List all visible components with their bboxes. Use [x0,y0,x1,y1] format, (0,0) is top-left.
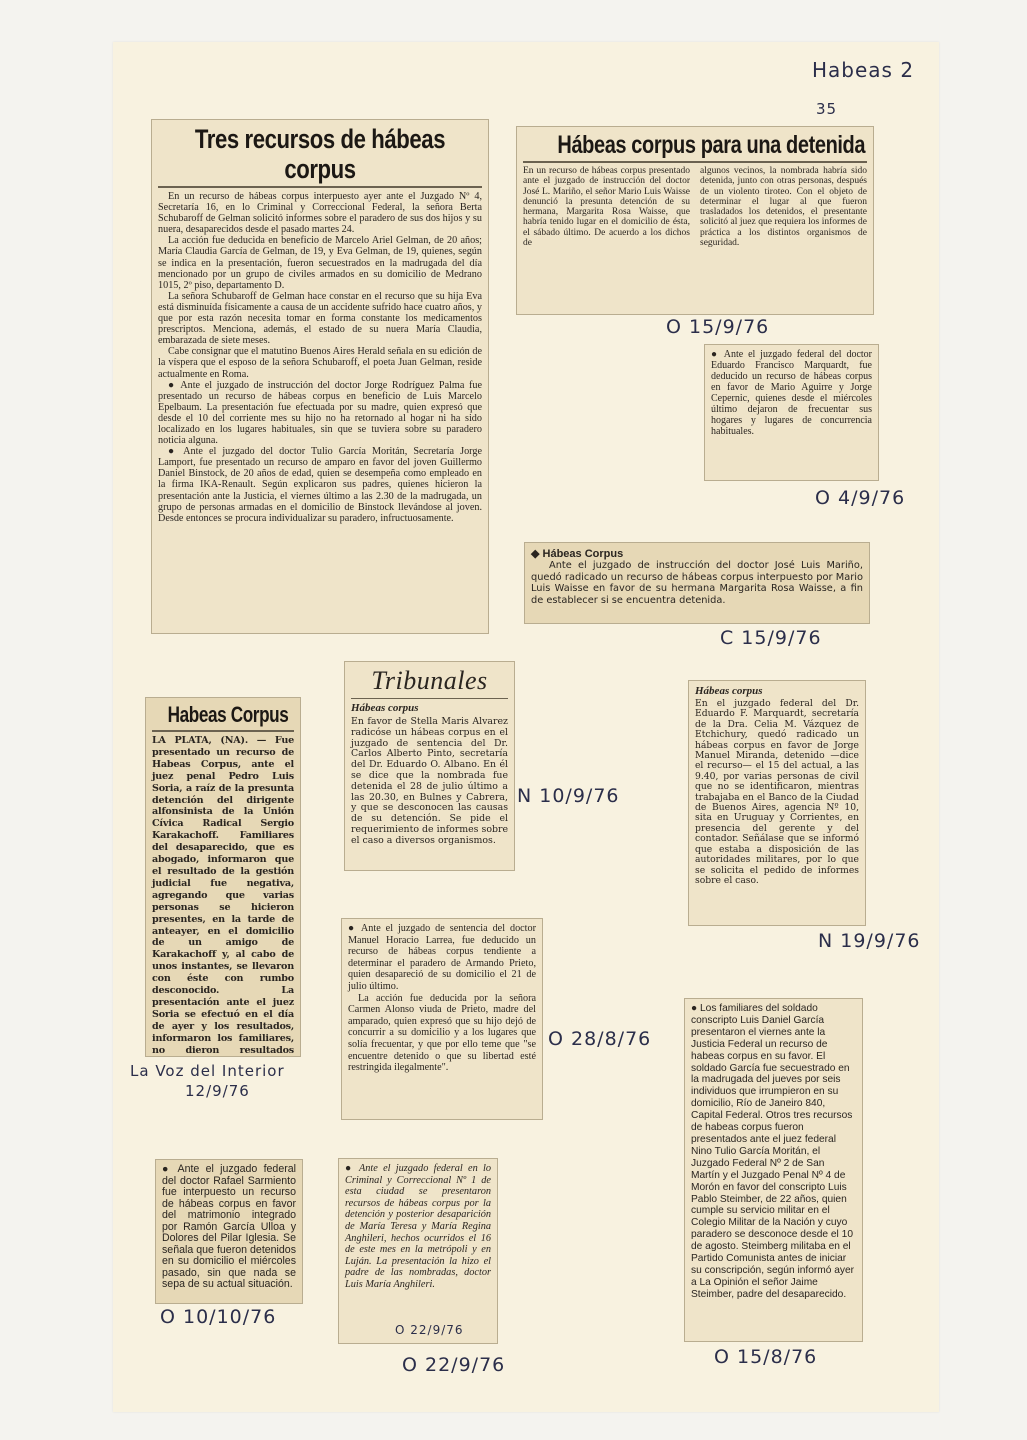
clipping-headline: ◆ Hábeas Corpus [531,548,624,560]
clipping-anghileri [338,1158,498,1344]
clipping-body: ● Ante el juzgado federal del doctor Rafael Sarmiento fue interpuesto un recurso de hábeas corpus en favor del matrimonio integrado por Ramón García Ulloa y Dolores del Pilar Iglesia. Se señala que fueron detenidos en su domicilio el miércoles pasado, sin que nada se sepa de su actual situación. [162,1163,296,1290]
clipping-body [523,166,867,248]
divider [152,730,294,732]
clipping-body: En favor de Stella Maris Alvarez radicóse un hábeas corpus en el juzgado de sentencia del Dr. Carlos Alberto Pinto, secretaría del Dr. Eduardo O. Albano. En él se dice que la nombrada fue detenida el 28 de julio último a las 20.30, en Bulnes y Cabrera, y que se desconocen las causas de su detención. Se pide el requerimiento de informes sobre el caso a diversos organismos. [351,716,508,846]
clipping-body: ● Ante el juzgado de sentencia del doctor Manuel Horacio Larrea, fue deducido un recurso de hábeas corpus tendiente a determinar el paradero de Armando Prieto, quien desapareció de su domicilio el 21 de julio último. [348,923,536,992]
clipping-larrea-prieto [341,918,543,1120]
paragraph: Cabe consignar que el matutino Buenos Aires Herald señala en su edición de la víspera que el esposo de la señora Schubaroff, el poeta Juan Gelman, reside actualmente en Roma. [158,346,482,380]
clipping-habeas-corpus-marino [524,542,870,624]
date-note: O 15/8/76 [714,1346,818,1368]
clipping-body: La acción fue deducida por la señora Carmen Alonso viuda de Prieto, madre del amparado, quien expresó que su hijo dejó de concurrir a su domicilio y a los lugares que solía frecuentar, y que por ello teme que "se encuentre detenido o que su libertad esté restringida ilegalmente". [348,992,536,1074]
date-note: N 19/9/76 [818,930,921,952]
clipping-headline: Habeas Corpus [167,702,289,727]
clipping-headline: Hábeas corpus para una detenida [557,131,866,159]
clipping-subtitle: Hábeas corpus [351,702,419,714]
clipping-body: En el juzgado federal del Dr. Eduardo F. Marquardt, secretaría de la Dra. Celia M. Vázquez de Etchichury, quedó radicado un hábeas corpus en favor de Jorge Manuel Miranda, detenido —dice el recurso— el 15 del actual, a las 9.40, por varias personas de civil que no se identificaron, mientras trabajaba en el Banco de la Ciudad de Buenos Aires, agencia Nº 10, sita en Uruguay y Corrientes, en presencia del gerente y del contador. Señálase que se informó que estaba a disposición de las autoridades militares, por lo que se solicita el pedido de informes sobre el caso. [695,698,859,886]
clipping-body: ● Ante el juzgado federal en lo Criminal y Correccional Nº 1 de esta ciudad se presentaron recursos de hábeas corpus por la detención y posterior desaparición de María Teresa y María Regina Anghileri, hechos ocurridos el 16 de este mes en la metrópoli y en Luján. La presentación la hizo el padre de las nombradas, doctor Luis María Anghileri. [345,1163,491,1290]
date-note: O 28/8/76 [548,1028,652,1050]
date-note: N 10/9/76 [517,785,620,807]
page-number-note: 35 [816,100,838,118]
paragraph: ● Ante el juzgado de instrucción del doctor Jorge Rodríguez Palma fue presentado un recurso de hábeas corpus en beneficio de Luis Marcelo Epelbaum. La presentación fue efectuada por su madre, quien expresó que desde el 10 del corriente mes su hijo no ha retornado al hogar ni ha sido localizado en los lugares habituales, sin que se tuviera sobre su paradero noticia alguna. [158,379,482,447]
paragraph: La acción fue deducida en beneficio de Marcelo Ariel Gelman, de 20 años; María Claudia García de Gelman, de 19, y Eva Gelman, de 19, quienes, según se indica en la presentación, fueron secuestrados en la madrugada del día mencionado por un grupo de civiles armados en su domicilio de Medrano 1015, 2º piso, departamento D. [158,235,482,291]
divider [351,698,508,699]
date-note: O 15/9/76 [666,316,770,338]
clipping-tres-recursos [151,119,489,634]
folder-title-note: Habeas 2 [812,58,915,82]
paragraph: ● Ante el juzgado del doctor Tulio García Moritán, Secretaría Jorge Lamport, fue presentado un recurso de amparo en favor del joven Guillermo Daniel Binstock, de 20 años de edad, quien se desempeña como empleado en la firma IKA-Renault. Según explicaron sus padres, quienes hicieron la presentación ante la Justicia, el viernes último a las 2.30 de la madrugada, un grupo de personas armadas en el domicilio de Binstock llevándose al joven. Desde entonces se procura individualizar su paradero, infructuosamente. [158,446,482,524]
date-note: O 22/9/76 [395,1323,464,1337]
divider [158,186,482,188]
clipping-body: ● Ante el juzgado federal del doctor Eduardo Francisco Marquardt, fue deducido un recurso de hábeas corpus en favor de Mario Aguirre y Jorge Cepernic, quienes desde el miércoles último dejaron de frecuentar sus hogares y lugares de concurrencia habituales. [711,349,872,437]
date-note: C 15/9/76 [720,627,822,649]
column: algunos vecinos, la nombrada habría sido detenida, junto con otras personas, después de un violento tiroteo. Con el objeto de determinar el lugar al que fueron trasladados los detenidos, el presentante solicitó al juez que requiera los informes de práctica a los distintos organismos de seguridad. [700,166,867,249]
clipping-body: ● Los familiares del soldado conscripto Luis Daniel García presentaron el viernes ante la Justicia Federal un recurso de habeas corpus en su favor. El soldado García fue secuestrado en la madrugada del jueves por seis individuos que irrumpieron en su domicilio, Río de Janeiro 840, Capital Federal. Otros tres recursos de habeas corpus fueron presentados ante el juez federal Nino Tulio García Moritán, el Juzgado Federal Nº 2 de San Martín y el Juzgado Penal Nº 4 de Morón en favor del conscripto Luis Pablo Steimber, de 22 años, quien cumple su servicio militar en el Colegio Militar de la Nación y cuyo paradero se desconoce desde el 10 de agosto. Steimberg militaba en el Partido Comunista antes de iniciar su conscripción, según informó ayer a La Opinión el señor Jaime Steimber, padre del desaparecido. [691,1003,855,1300]
paragraph: En un recurso de hábeas corpus interpuesto ayer ante el Juzgado Nº 4, Secretaría 16, en lo Criminal y Correccional Federal, la señora Berta Schubaroff de Gelman solicitó informes sobre el paradero de sus dos hijos y su nuera, desaparecidos desde el pasado martes 24. [158,191,482,236]
clipping-habeas-la-plata [145,697,301,1057]
divider [523,161,867,163]
clipping-headline: Tres recursos de hábeas corpus [194,124,446,184]
date-note: 12/9/76 [185,1082,250,1100]
clipping-body: LA PLATA, (NA). — Fue presentado un recurso de Habeas Corpus, ante el juez penal Pedro Luis Soria, a raíz de la presunta detención del dirigente alfonsinista de la Unión Cívica Radical Sergio Karakachoff. Familiares del desaparecido, que es abogado, informaron que el resultado de la gestión judicial fue negativa, agregando que varias personas se hicieron presentes, en la tarde de anteayer, en el domicilio de un amigo de Karakachoff y, al cabo de unos instantes, se llevaron con éste con rumbo desconocido. La presentación ante el juez Soria se efectuó en el día de ayer y los resultados, informaron los familiares, no dieron resultados [152,735,294,1056]
column: En un recurso de hábeas corpus presentado ante el juzgado de instrucción del doctor José L. Mariño, el señor Mario Luis Waisse denunció la presunta detención de su hermana, Margarita Rosa Waisse, que habría tenido lugar en el domicilio de ésta, el sábado último. De acuerdo a los dichos de [523,166,690,249]
clipping-body [158,191,482,524]
clipping-habeas-detenida [516,126,874,315]
clipping-tribunales [344,661,515,871]
date-note: O 22/9/76 [402,1354,506,1376]
clipping-body: Ante el juzgado de instrucción del doctor José Luis Mariño, quedó radicado un recurso de hábeas corpus interpuesto por Mario Luis Waisse en favor de su hermana Margarita Rosa Waisse, a fin de establecer si se encuentra detenida. [531,560,863,606]
source-note: La Voz del Interior [130,1062,285,1080]
date-note: O 10/10/76 [160,1306,277,1328]
clipping-marquardt-miranda [688,680,866,926]
clipping-sarmiento-garcia-ulloa [155,1159,303,1304]
section-title: Tribunales [371,666,488,695]
date-note: O 4/9/76 [815,487,906,509]
clipping-subtitle: Hábeas corpus [695,685,763,697]
clipping-marquardt-aguirre [704,344,879,481]
clipping-soldado-garcia [684,998,863,1342]
paragraph: La señora Schubaroff de Gelman hace constar en el recurso que su hija Eva está disminuída físicamente a causa de un accidente sufrido hace cuatro años, y que por esta razón necesita tomar en forma constante los medicamentos prescriptos. Menciona, además, el estado de su nuera María Claudia, embarazada de siete meses. [158,290,482,347]
